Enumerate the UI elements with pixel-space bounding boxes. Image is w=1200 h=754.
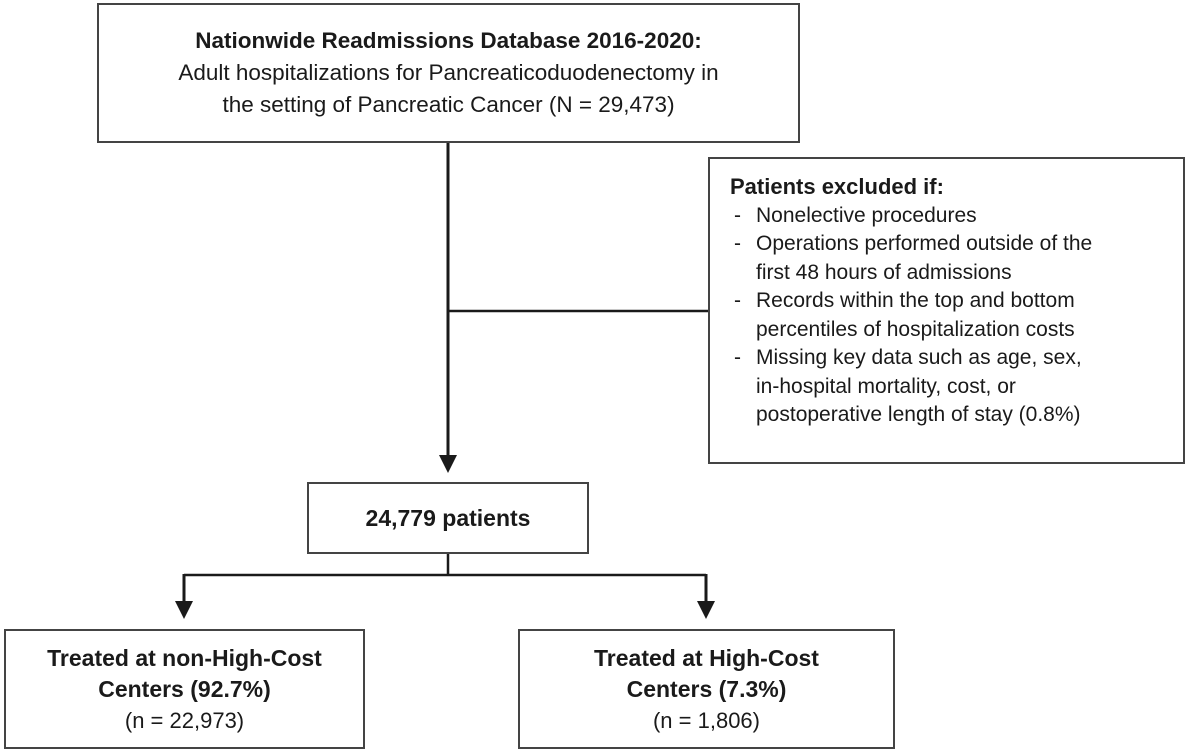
exclusion-item-text: in-hospital mortality, cost, or bbox=[756, 374, 1016, 398]
exclusion-item-text: - Records within the top and bottom bbox=[756, 289, 1075, 312]
high-cost-group-box bbox=[518, 629, 895, 749]
exclusion-item-text: - Missing key data such as age, sex, bbox=[756, 346, 1082, 369]
exclusion-criteria-box bbox=[708, 157, 1185, 464]
exclusion-item-text: percentiles of hospitalization costs bbox=[756, 317, 1075, 341]
exclusion-item-text: postoperative length of stay (0.8%) bbox=[756, 403, 1081, 426]
cohort-label: 24,779 patients bbox=[365, 504, 531, 531]
non-high-cost-group-box bbox=[4, 629, 365, 749]
exclusion-item bbox=[730, 202, 1173, 231]
group-count: (n = 22,973) bbox=[124, 707, 245, 733]
exclusion-list bbox=[730, 202, 1173, 430]
analytic-cohort-box bbox=[307, 482, 589, 554]
source-description-line-2: the setting of Pancreatic Cancer (N = 29,473) bbox=[222, 92, 675, 117]
group-title-line-1: Treated at non-High-Cost bbox=[47, 644, 322, 671]
source-population-box bbox=[97, 3, 800, 143]
exclusion-item-text: first 48 hours of admissions bbox=[756, 260, 1012, 284]
group-title-line-1: Treated at High-Cost bbox=[594, 644, 819, 671]
exclusion-item bbox=[730, 287, 1173, 344]
exclusion-item bbox=[730, 344, 1173, 430]
exclusion-item-text: - Nonelective procedures bbox=[756, 203, 977, 227]
exclusion-item-text: - Operations performed outside of the bbox=[756, 232, 1093, 255]
group-title-line-2: Centers (7.3%) bbox=[626, 675, 787, 702]
source-title: Nationwide Readmissions Database 2016-2020: bbox=[195, 28, 702, 53]
exclusion-title: Patients excluded if: bbox=[730, 174, 944, 199]
group-title-line-2: Centers (92.7%) bbox=[98, 675, 271, 702]
exclusion-item bbox=[730, 230, 1173, 287]
source-description-line-1: Adult hospitalizations for Pancreaticoduodenectomy in bbox=[178, 60, 719, 85]
group-count: (n = 1,806) bbox=[652, 707, 760, 733]
